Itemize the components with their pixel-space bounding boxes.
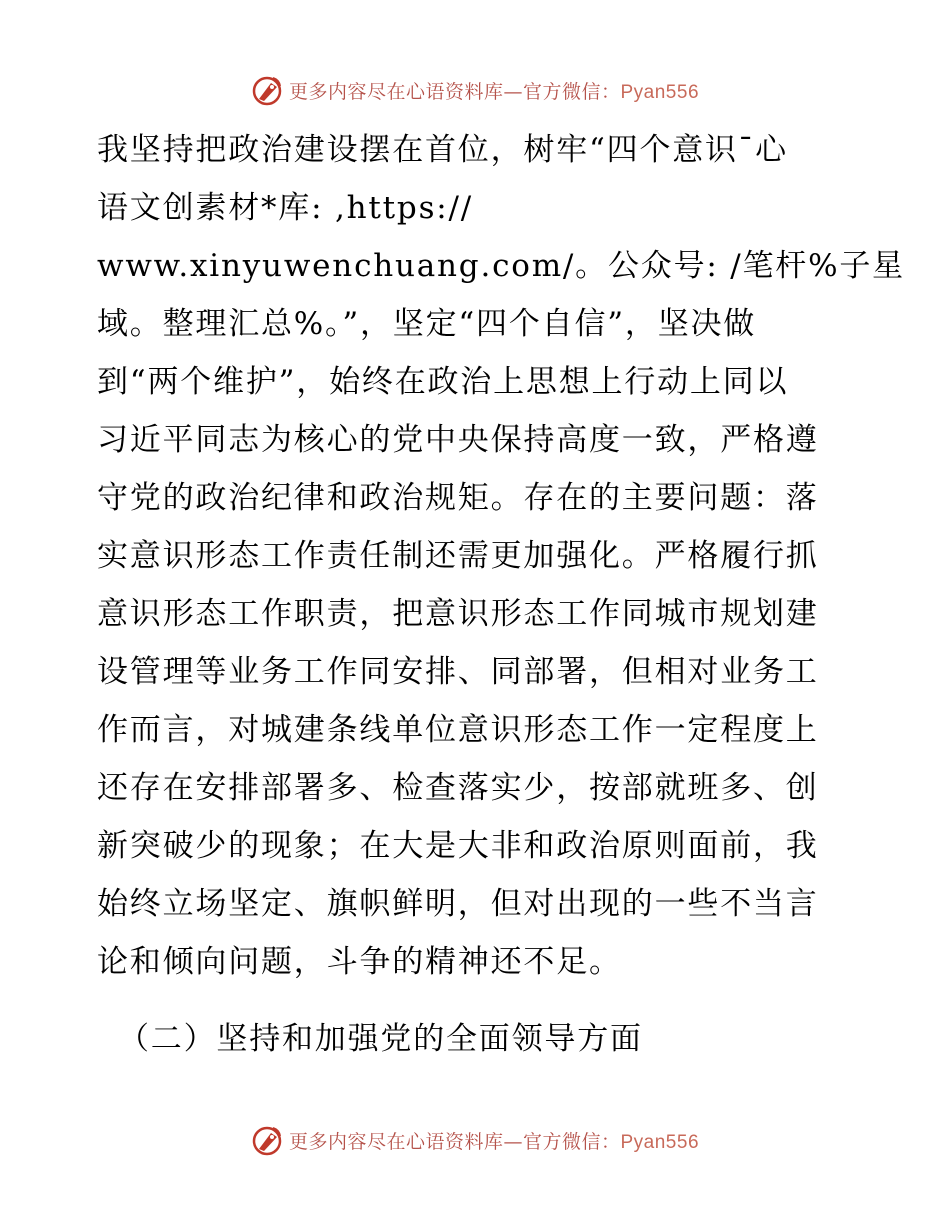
footer-banner-wechat-id: Pyan556	[620, 1131, 700, 1153]
body-line: 语文创素材*库: ,https://	[97, 190, 474, 226]
body-line: 我坚持把政治建设摆在首位，树牢“四个意识¯心	[97, 132, 788, 168]
body-line: 新突破少的现象；在大是大非和政治原则面前，我	[97, 828, 819, 864]
header-banner	[0, 70, 950, 110]
header-banner-wechat-id: Pyan556	[620, 81, 700, 103]
body-line: 意识形态工作职责，把意识形态工作同城市规划建	[97, 596, 819, 632]
footer-banner	[0, 1120, 950, 1160]
body-line: 守党的政治纪律和政治规矩。存在的主要问题：落	[97, 480, 819, 516]
body-line: 还存在安排部署多、检查落实少，按部就班多、创	[97, 770, 819, 806]
section-heading: （二）坚持和加强党的全面领导方面	[118, 1021, 643, 1057]
body-line: 到“两个维护”，始终在政治上思想上行动上同以	[97, 364, 789, 400]
body-line: 习近平同志为核心的党中央保持高度一致，严格遵	[97, 422, 819, 458]
body-line: 作而言，对城建条线单位意识形态工作一定程度上	[97, 712, 819, 748]
pen-nib-logo-icon	[251, 1124, 283, 1156]
body-paragraph	[97, 121, 905, 991]
body-line: 设管理等业务工作同安排、同部署，但相对业务工	[97, 654, 819, 690]
footer-banner-cn: 更多内容尽在心语资料库—官方微信：	[288, 1130, 621, 1153]
body-line: www.xinyuwenchuang.com/。公众号: /笔杆%子星	[97, 248, 905, 284]
header-banner-cn: 更多内容尽在心语资料库—官方微信：	[288, 80, 621, 103]
body-line: 论和倾向问题，斗争的精神还不足。	[97, 944, 622, 980]
pen-nib-logo-icon	[251, 74, 283, 106]
header-banner-text	[289, 77, 699, 104]
body-line: 始终立场坚定、旗帜鲜明，但对出现的一些不当言	[97, 886, 819, 922]
body-line: 实意识形态工作责任制还需更加强化。严格履行抓	[97, 538, 819, 574]
footer-banner-text	[289, 1127, 699, 1154]
body-line: 域。整理汇总%。”，坚定“四个自信”，坚决做	[97, 306, 757, 342]
